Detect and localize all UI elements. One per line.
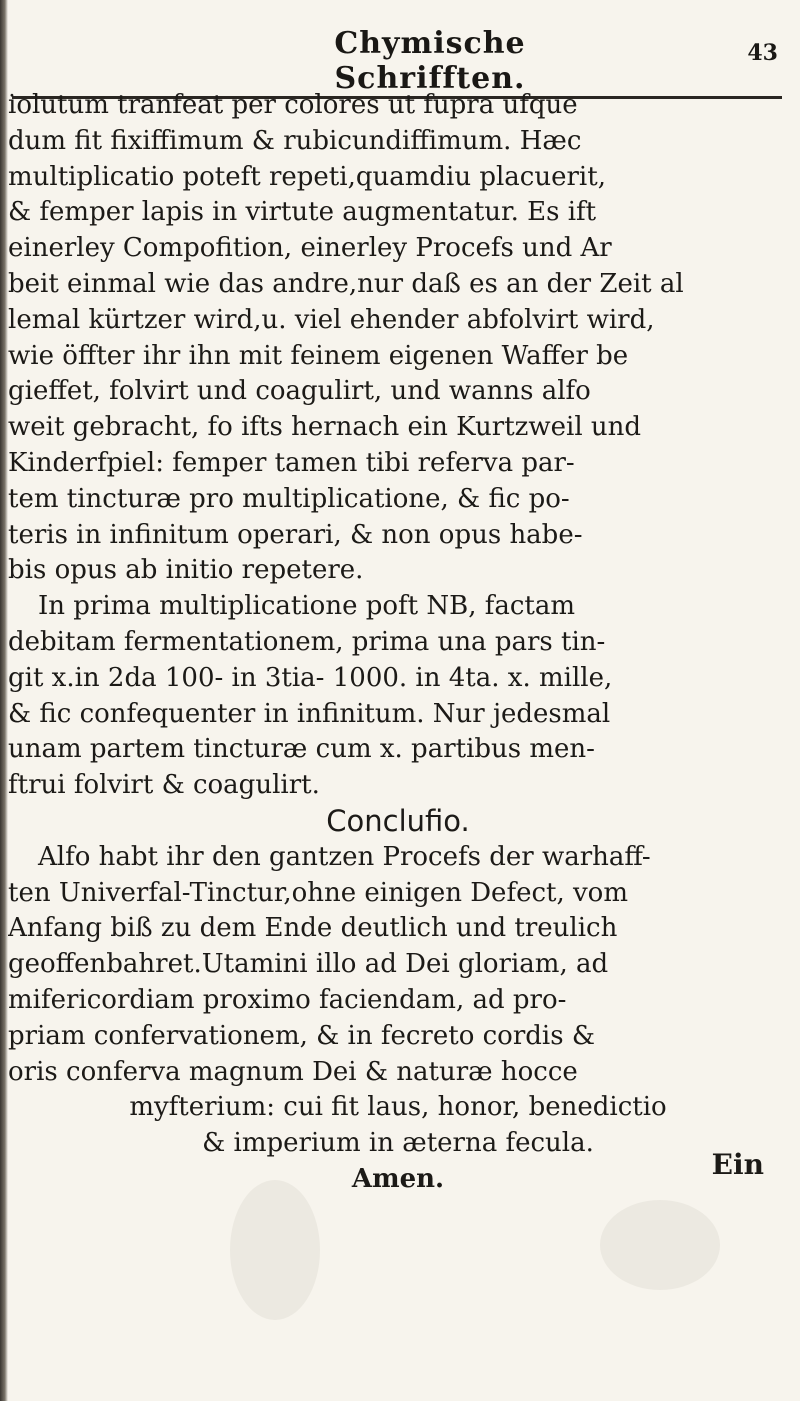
text-line: weit gebracht, fo ifts hernach ein Kurtzweil und: [8, 412, 642, 443]
page-header: [0, 26, 800, 96]
text-line: tem tincturæ pro multiplicatione, & fic po-: [8, 483, 570, 514]
running-title: Chymische Schrifften.: [334, 26, 526, 96]
text-line: dum fit fixiffimum & rubicundiffimum. Hæc: [8, 125, 582, 156]
text-line: & fic confequenter in infinitum. Nur jedesmal: [8, 698, 611, 729]
body-text: [8, 88, 788, 1198]
text-line: teris in infinitum operari, & non opus habe-: [8, 519, 583, 550]
page-number: 43: [747, 40, 778, 66]
text-line: lemal kürtzer wird,u. viel ehender abfolvirt wird,: [8, 304, 655, 335]
text-line: gieffet, folvirt und coagulirt, und wanns alfo: [8, 376, 591, 407]
text-line: oris conferva magnum Dei & naturæ hocce: [8, 1056, 578, 1087]
text-line: Anfang biß zu dem Ende deutlich und treulich: [8, 913, 618, 944]
paragraph-start-line: In prima multiplicatione poft NB, factam: [38, 591, 576, 622]
text-line: multiplicatio poteft repeti,quamdiu placuerit,: [8, 161, 606, 192]
text-line: wie öffter ihr ihn mit feinem eigenen Waffer be: [8, 340, 629, 371]
text-line: & femper lapis in virtute augmentatur. Es ift: [8, 197, 597, 228]
text-line: git x.in 2da 100- in 3tia- 1000. in 4ta. x. mille,: [8, 662, 613, 693]
page-binding-edge: [0, 0, 8, 1401]
text-line: myfterium: cui fit laus, honor, benedictio: [129, 1092, 667, 1123]
text-line: beit einmal wie das andre,nur daß es an der Zeit al: [8, 268, 684, 299]
catchword: Ein: [711, 1148, 764, 1181]
text-line: bis opus ab initio repetere.: [8, 555, 364, 586]
text-line: Kinderfpiel: femper tamen tibi referva par-: [8, 447, 575, 478]
closing-amen: Amen.: [351, 1163, 445, 1194]
text-line: priam confervationem, & in fecreto cordis &: [8, 1020, 595, 1051]
text-line: debitam fermentationem, prima una pars tin-: [8, 626, 606, 657]
text-line: & imperium in æterna fecula.: [202, 1128, 594, 1159]
text-line: einerley Compofition, einerley Procefs und Ar: [8, 233, 612, 264]
page-stain: [230, 1180, 320, 1320]
text-line: unam partem tincturæ cum x. partibus men-: [8, 734, 595, 765]
section-heading: Conclufio.: [326, 803, 470, 838]
paragraph-start-line: Alfo habt ihr den gantzen Procefs der warhaff-: [38, 841, 651, 872]
text-line: iolutum tranfeat per colores ut fupra ufque: [8, 90, 578, 120]
text-line: ten Univerfal-Tinctur,ohne einigen Defect, vom: [8, 877, 628, 908]
text-line: geoffenbahret.Utamini illo ad Dei gloriam, ad: [8, 949, 609, 980]
text-line: ftrui folvirt & coagulirt.: [8, 770, 320, 801]
text-line: mifericordiam proximo faciendam, ad pro-: [8, 984, 567, 1015]
page-stain: [600, 1200, 720, 1290]
